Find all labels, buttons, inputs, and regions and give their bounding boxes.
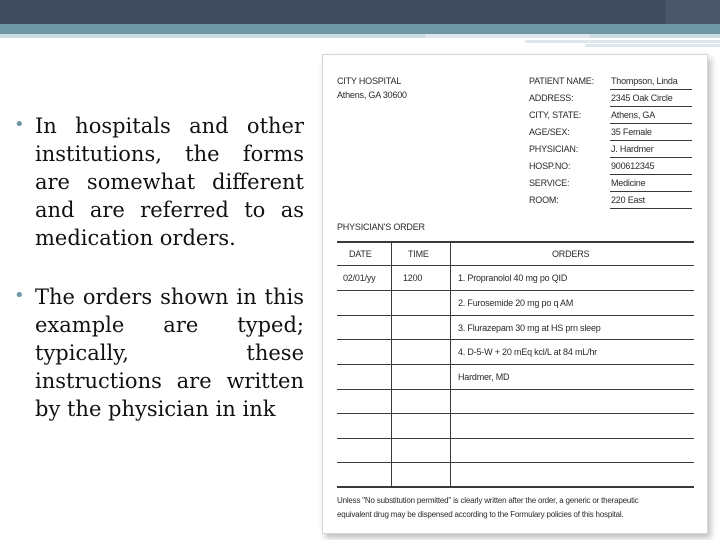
field-underline <box>610 106 692 107</box>
table-bottom-border <box>337 486 694 488</box>
order-time: 1200 <box>403 273 423 283</box>
column-header-orders: ORDERS <box>552 249 590 259</box>
field-underline <box>610 191 692 192</box>
patient-field-label: PHYSICIAN: <box>529 144 579 154</box>
row-divider <box>337 290 694 291</box>
section-title: PHYSICIAN'S ORDER <box>337 222 425 232</box>
bullet-item <box>14 112 304 252</box>
bullet-dot-icon: • <box>14 285 25 306</box>
medication-order-form <box>322 54 708 534</box>
order-text: 3. Flurazepam 30 mg at HS prn sleep <box>458 323 601 333</box>
order-signature: Hardmer, MD <box>458 372 510 382</box>
row-divider <box>337 438 694 439</box>
bullet-list <box>14 112 304 423</box>
patient-field-label: PATIENT NAME: <box>529 76 594 86</box>
patient-field-value: Medicine <box>611 178 646 188</box>
bullet-text: The orders shown in this example are typed; typically, these instructions are written by the physician in ink <box>35 285 304 421</box>
patient-field-label: CITY, STATE: <box>529 110 582 120</box>
bullet-text: In hospitals and other institutions, the forms are somewhat different and are referred to as medication orders. <box>35 114 304 250</box>
order-text: 1. Propranolol 40 mg po QID <box>458 273 568 283</box>
field-underline <box>610 157 692 158</box>
bullet-dot-icon: • <box>14 114 25 135</box>
row-divider <box>337 413 694 414</box>
row-divider <box>337 339 694 340</box>
footnote-line: equivalent drug may be dispensed according to the Formulary policies of this hospital. <box>337 510 624 519</box>
row-divider <box>337 389 694 390</box>
order-text: 4. D-5-W + 20 mEq kcl/L at 84 mL/hr <box>458 347 597 357</box>
form-content <box>323 55 707 533</box>
field-underline <box>610 89 692 90</box>
patient-field-value: J. Hardmer <box>611 144 654 154</box>
hospital-address: Athens, GA 30600 <box>337 90 407 100</box>
patient-field-value: Athens, GA <box>611 110 656 120</box>
column-header-time: TIME <box>408 249 429 259</box>
patient-field-label: SERVICE: <box>529 178 570 188</box>
patient-field-value: 2345 Oak Circle <box>611 93 673 103</box>
field-underline <box>610 140 692 141</box>
bullet-item <box>14 283 304 423</box>
patient-field-label: ADDRESS: <box>529 93 574 103</box>
header-band-steps <box>425 0 720 48</box>
field-underline <box>610 208 692 209</box>
patient-field-value: Thompson, Linda <box>611 76 678 86</box>
order-date: 02/01/yy <box>343 273 376 283</box>
field-underline <box>610 174 692 175</box>
footnote-line: Unless "No substitution permitted" is clearly written after the order, a generic or therapeutic <box>337 496 639 505</box>
row-divider <box>337 462 694 463</box>
patient-field-label: HOSP.NO: <box>529 161 571 171</box>
row-divider <box>337 315 694 316</box>
patient-field-value: 220 East <box>611 195 645 205</box>
column-header-date: DATE <box>349 249 372 259</box>
field-underline <box>610 123 692 124</box>
hospital-name: CITY HOSPITAL <box>337 76 402 86</box>
row-divider <box>337 364 694 365</box>
order-text: 2. Furosemide 20 mg po q AM <box>458 298 574 308</box>
patient-field-value: 35 Female <box>611 127 652 137</box>
patient-field-label: ROOM: <box>529 195 559 205</box>
patient-field-value: 900612345 <box>611 161 655 171</box>
patient-field-label: AGE/SEX: <box>529 127 570 137</box>
